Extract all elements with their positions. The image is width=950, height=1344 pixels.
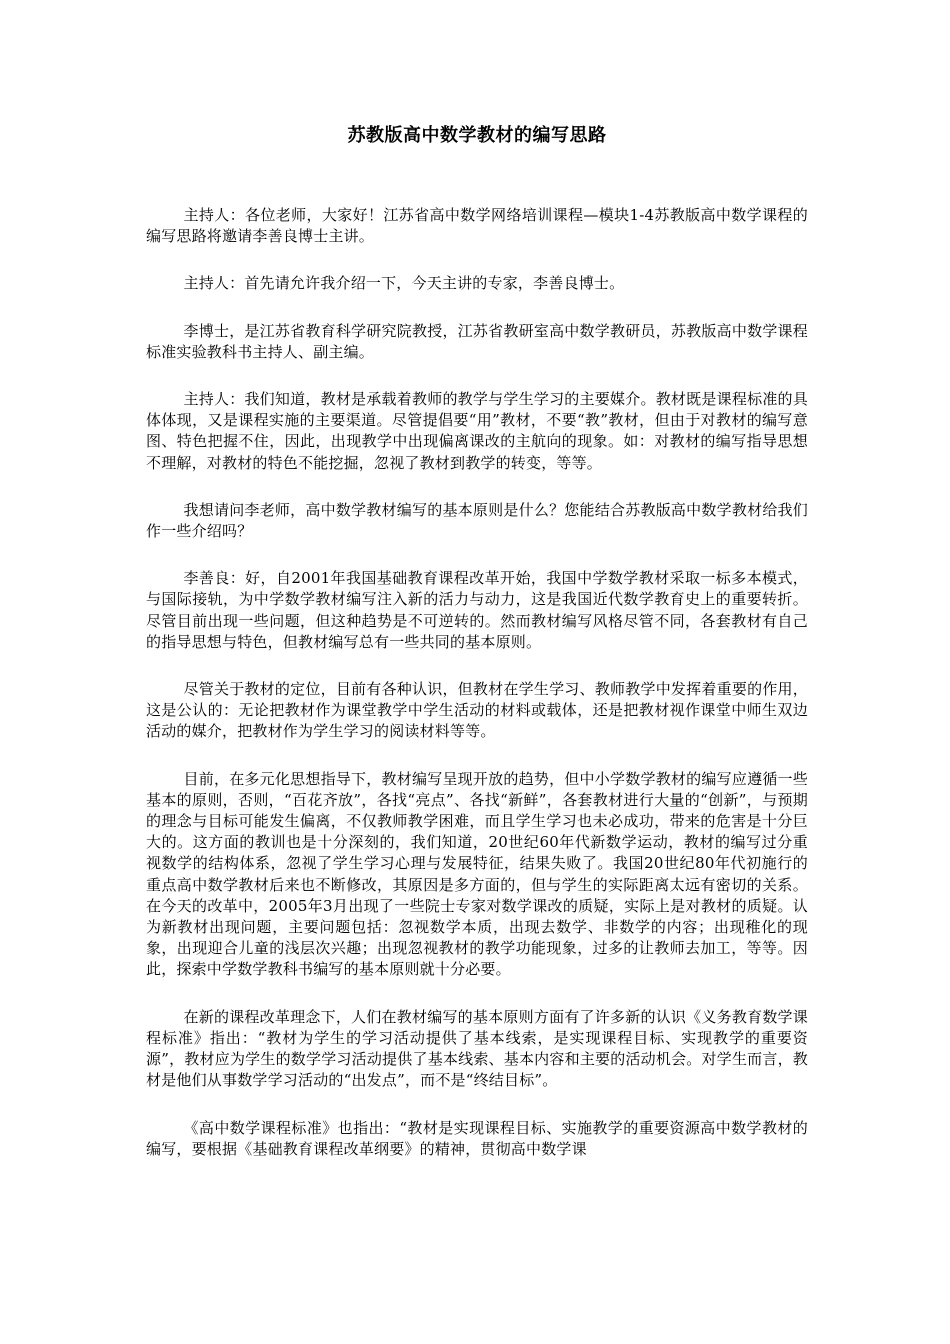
paragraph: 尽管关于教材的定位，目前有各种认识，但教材在学生学习、教师教学中发挥着重要的作用，这是公认的：无论把教材作为课堂教学中学生活动的材料或载体，还是把教材视作课堂中师生双边活动的媒介，把教材作为学生学习的阅读材料等等。	[146, 680, 808, 741]
document-page	[146, 0, 808, 1186]
document-title: 苏教版高中数学教材的编写思路	[347, 125, 607, 146]
paragraph: 目前，在多元化思想指导下，教材编写呈现开放的趋势，但中小学数学教材的编写应遵循一些基本的原则，否则，“百花齐放”，各找“亮点”、各找“新鲜”，各套教材进行大量的“创新”，与预期的理念与目标可能发生偏离，不仅教师教学困难，而且学生学习也未必成功，带来的危害是十分巨大的。这方面的教训也是十分深刻的，我们知道，20世纪60年代新数学运动，教材的编写过分重视数学的结构体系，忽视了学生学习心理与发展特征，结果失败了。我国20世纪80年代初施行的重点高中数学教材后来也不断修改，其原因是多方面的，但与学生的实际距离太远有密切的关系。在今天的改革中，2005年3月出现了一些院士专家对数学课改的质疑，实际上是对教材的质疑。认为新教材出现问题，主要问题包括：忽视数学本质，出现去数学、非数学的内容；出现稚化的现象，出现迎合儿童的浅层次兴趣；出现忽视教材的教学功能现象，过多的让教师去加工，等等。因此，探索中学数学教科书编写的基本原则就十分必要。	[146, 769, 808, 979]
paragraph: 在新的课程改革理念下，人们在教材编写的基本原则方面有了许多新的认识《义务教育数学课程标准》指出：“教材为学生的学习活动提供了基本线索，是实现课程目标、实现教学的重要资源”，教材应为学生的数学学习活动提供了基本线索、基本内容和主要的活动机会。对学生而言，教材是他们从事数学学习活动的“出发点”，而不是“终结目标”。	[146, 1007, 808, 1090]
paragraph: 主持人：各位老师，大家好！江苏省高中数学网络培训课程—模块1-4苏教版高中数学课程的编写思路将邀请李善良博士主讲。	[146, 206, 808, 246]
paragraph: 李善良：好，自2001年我国基础教育课程改革开始，我国中学数学教材采取一标多本模式，与国际接轨，为中学数学教材编写注入新的活力与动力，这是我国近代数学教育史上的重要转折。尽管目前出现一些问题，但这种趋势是不可逆转的。然而教材编写风格尽管不同，各套教材有自己的指导思想与特色，但教材编写总有一些共同的基本原则。	[146, 569, 808, 651]
document-body	[146, 205, 808, 1160]
paragraph: 主持人：首先请允许我介绍一下，今天主讲的专家，李善良博士。	[183, 274, 625, 293]
paragraph: 《高中数学课程标准》也指出：“教材是实现课程目标、实施教学的重要资源高中数学教材的编写，要根据《基础教育课程改革纲要》的精神，贯彻高中数学课	[146, 1118, 808, 1158]
paragraph: 我想请问李老师，高中数学教材编写的基本原则是什么？您能结合苏教版高中数学教材给我们作一些介绍吗？	[146, 500, 808, 541]
paragraph: 李博士，是江苏省教育科学研究院教授，江苏省教研室高中数学教研员，苏教版高中数学课程标准实验教科书主持人、副主编。	[146, 321, 808, 361]
paragraph: 主持人：我们知道，教材是承载着教师的教学与学生学习的主要媒介。教材既是课程标准的具体体现，又是课程实施的主要渠道。尽管提倡要“用”教材，不要“教”教材，但由于对教材的编写意图、特色把握不住，因此，出现教学中出现偏离课改的主航向的现象。如：对教材的编写指导思想不理解，对教材的特色不能挖掘，忽视了教材到教学的转变，等等。	[146, 390, 808, 472]
